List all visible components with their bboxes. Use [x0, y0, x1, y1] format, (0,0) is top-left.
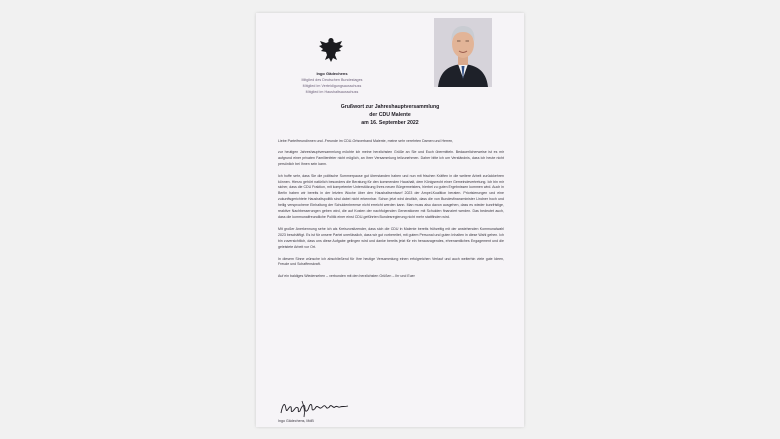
portrait-photo: [434, 18, 492, 87]
letter-body: [278, 139, 504, 286]
salutation-paragraph: Liebe Parteifreundinnen und -Freunde im CDU-Ortsverband Malente, meine sehr verehrten Damen und Herren,: [278, 139, 454, 143]
title-line: am 16. September 2022: [361, 120, 419, 126]
body-paragraph: In diesem Sinne wünsche ich abschließend für Ihre heutige Versammlung einen erfolgreichen Verlauf und auch weiterhin viele gute Ideen, Freude und Schaffenskraft.: [278, 256, 504, 267]
letter-title: [276, 103, 504, 127]
body-paragraph: Ich hoffe sehr, dass Sie die politische Sommerpause gut überstanden haben und nun mit frischen Kräften in die weitere Arbeit zurückkehren können. Hierzu gehört natürlich besonders die Beratung für den kommenden Haushalt, dem Königsrecht einer Gemeindevertretung. Ich bin mir sicher, dass die CDU Fraktion, mit kompetenter Unterstützung Ihres neuen Bürgermeisters, hierbei zu guten Ergebnissen kommen wird. Auch in Berlin haben wir bereits in der letzten Woche über den Haushaltsentwurf 2023 der Ampel-Koalition beraten. Priorisierungen und eine zukunftsgerichtete Haushaltspolitik sind dabei nicht erkennbar. Schon jetzt wird deutlich, dass die von Bundesfinanzminister Lindner hoch und heilig versprochene Einhaltung der Schuldenbremse nicht erreicht werden kann. Man muss also davon ausgehen, dass es wieder kurzfristige, reaktive Nachbesserungen geben wird, die auf Kosten der nachfolgenden Generationen mit Schulden finanziert werden. Das bedeutet auch, dass die kommunalfreundliche Politik einer einst CDU-geführten Bundesregierung nicht mehr stattfinden wird.: [278, 173, 504, 219]
body-paragraph: Mit großer Anerkennung sehe ich als Kreisvorsitzender, dass sich die CDU in Malente bereits frühzeitig mit der anstehenden Kommunalwahl 2023 beschäftigt. Es ist für unsere Partei unerlässlich, dass wir gut vorbereitet, mit gutem Personal und guten Inhalten in diese Wahl gehen. Ich bin zuversichtlich, dass uns diese Aufgabe gelingen wird und danke bereits jetzt für ein herausragendes, ehrenamtliches Engagement und die geleistete Arbeit vor Ort.: [278, 226, 504, 249]
handwritten-signature: [278, 397, 358, 419]
title-line: der CDU Malente: [369, 112, 411, 118]
signature-name: Ingo Gädechens, MdB: [278, 419, 314, 423]
sender-role: Mitglied im Haushaltsausschuss: [305, 90, 359, 94]
letter-page: [256, 13, 524, 427]
body-paragraph: zur heutigen Jahreshauptversammlung möchte ich meine herzlichsten Grüße an Sie und Euch übermitteln. Bedauerlicherweise ist es mir aufgrund einer privaten Familienfeier nicht möglich, an Ihrer Versammlung teilzunehmen. Daher bitte ich um Verständnis, dass ich heute nicht persönlich bei Ihnen sein kann.: [278, 149, 504, 166]
closing-paragraph: Auf ein baldiges Wiedersehen – verbunden mit den herzlichsten Grüßen – Ihr und Euer: [278, 274, 415, 279]
title-line: Grußwort zur Jahreshauptversammlung: [340, 104, 440, 110]
sender-name: Ingo Gädechens: [316, 71, 348, 76]
sender-role: Mitglied im Verteidigungsausschuss: [302, 84, 362, 88]
sender-role: Mitglied des Deutschen Bundestages: [301, 78, 363, 82]
federal-eagle-icon: [316, 35, 346, 65]
